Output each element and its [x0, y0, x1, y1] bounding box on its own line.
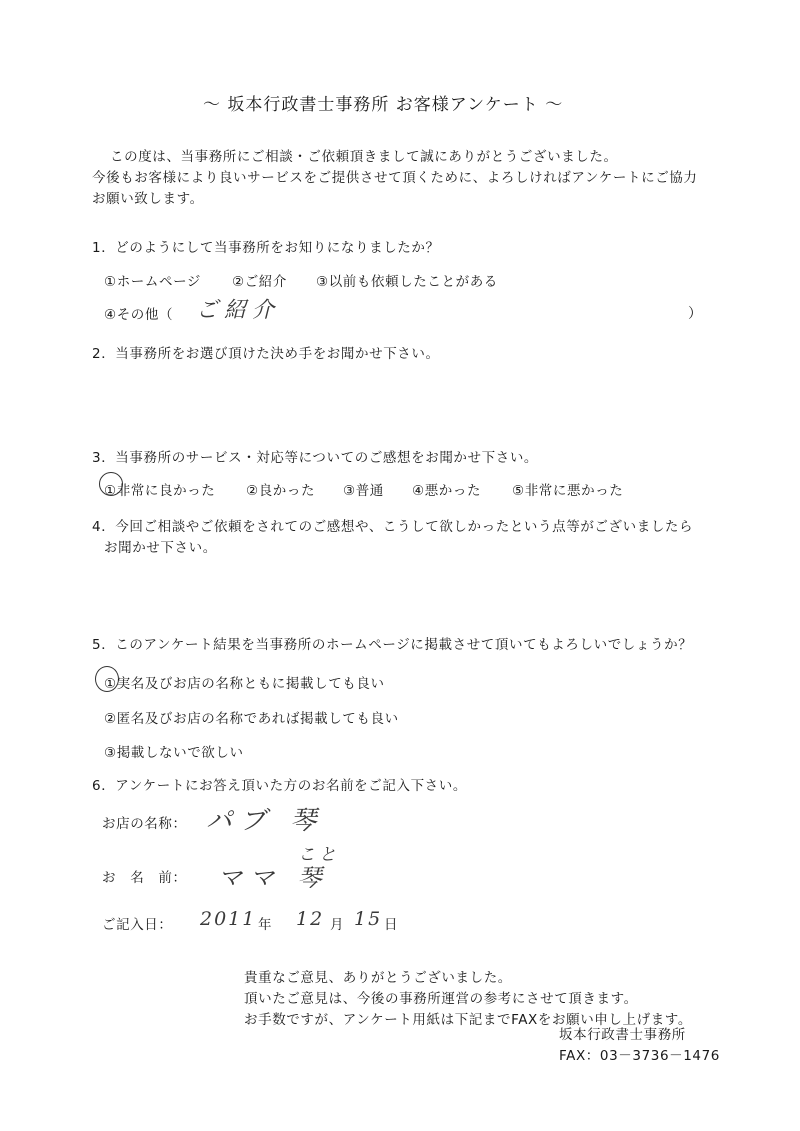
q1-option-other-close: ）	[688, 306, 702, 322]
intro-line-2: 今後もお客様により良いサービスをご提供させて頂くために、よろしければアンケートにご協力	[92, 170, 698, 186]
q3-option-very-bad: ⑤非常に悪かった	[512, 483, 624, 499]
closing-line-1: 貴重なご意見、ありがとうございました。	[244, 970, 512, 986]
closing-line-3: お手数ですが、アンケート用紙は下記までFAXをお願い申し上げます。	[244, 1012, 692, 1028]
q3-option-good: ②良かった	[246, 483, 316, 499]
shop-name-ruby-handwritten: こと	[298, 845, 340, 865]
q3-option-bad: ④悪かった	[412, 483, 482, 499]
shop-name-handwritten: パブ 琴	[206, 806, 325, 836]
intro-line-1: この度は、当事務所にご相談・ご依頼頂きまして誠にありがとうございました。	[110, 149, 618, 165]
question-5: 5．このアンケート結果を当事務所のホームページに掲載させて頂いてもよろしいでしょうか？	[92, 637, 693, 653]
q5-option-no-publish: ③掲載しないで欲しい	[104, 745, 244, 761]
question-6: 6．アンケートにお答え頂いた方のお名前をご記入下さい。	[92, 778, 467, 794]
q1-option-other-label: ④その他（	[104, 307, 174, 323]
closing-line-2: 頂いたご意見は、今後の事務所運営の参考にさせて頂きます。	[244, 991, 638, 1007]
intro-line-3: お願い致します。	[92, 191, 204, 207]
date-day-handwritten: 15	[354, 908, 383, 930]
q3-option-normal: ③普通	[343, 483, 384, 499]
office-name: 坂本行政書士事務所	[559, 1027, 686, 1043]
q5-option-anonymous: ②匿名及びお店の名称であれば掲載しても良い	[104, 711, 399, 727]
person-name-label: お 名 前：	[102, 870, 187, 886]
question-4-line-2: お聞かせ下さい。	[104, 540, 217, 556]
q1-option-previous: ③以前も依頼したことがある	[316, 274, 498, 290]
fax-number: FAX：03－3736－1476	[559, 1048, 721, 1064]
q3-option-very-good: ①非常に良かった	[104, 483, 216, 499]
question-3: 3．当事務所のサービス・対応等についてのご感想をお聞かせ下さい。	[92, 450, 539, 466]
date-year-handwritten: 2011	[200, 908, 257, 930]
q1-option-referral: ②ご紹介	[232, 274, 288, 290]
q5-option-real-name: ①実名及びお店の名称ともに掲載しても良い	[104, 676, 385, 692]
page-title: ～ 坂本行政書士事務所 お客様アンケート ～	[203, 95, 564, 115]
q1-option-homepage: ①ホームページ	[104, 274, 202, 290]
question-1: 1．どのようにして当事務所をお知りになりましたか？	[92, 240, 440, 256]
person-name-handwritten: ママ 琴	[218, 864, 330, 892]
date-label: ご記入日：	[102, 917, 173, 933]
date-day-unit: 日	[384, 917, 399, 933]
date-year-unit: 年	[258, 917, 273, 933]
q1-other-handwritten: ご紹介	[196, 298, 281, 323]
date-month-handwritten: 12	[296, 908, 325, 930]
date-month-unit: 月	[330, 917, 345, 933]
shop-name-label: お店の名称：	[102, 816, 187, 832]
question-4-line-1: 4．今回ご相談やご依頼をされてのご感想や、こうして欲しかったという点等がございましたら	[92, 519, 694, 535]
question-2: 2．当事務所をお選び頂けた決め手をお聞かせ下さい。	[92, 346, 440, 362]
